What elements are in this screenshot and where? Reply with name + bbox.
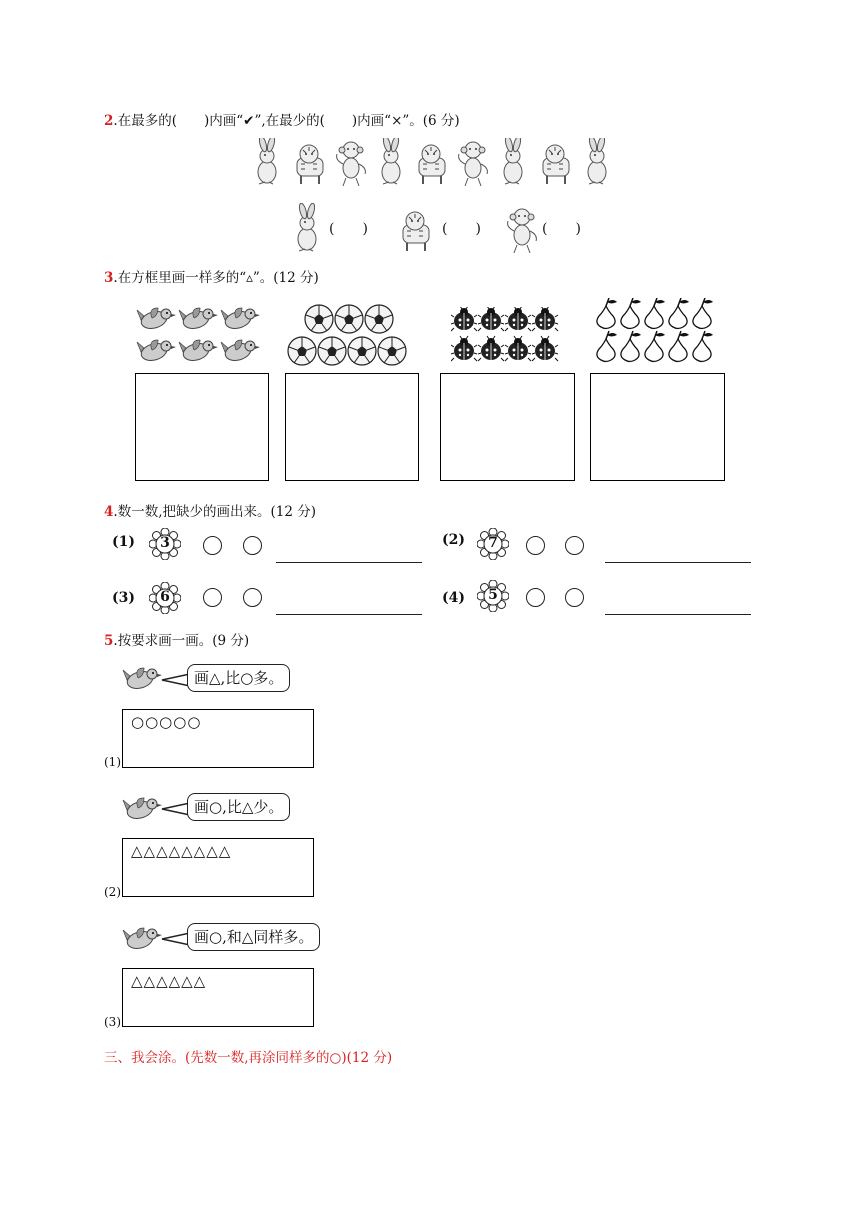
- q4-item1-label: (1): [112, 534, 135, 550]
- q3-answer-box-ladybugs[interactable]: [440, 373, 575, 481]
- q3-pears-group: [594, 298, 724, 364]
- q2-title: [104, 109, 460, 129]
- q5-part2-label: (2): [104, 885, 121, 899]
- q3-text: .在方框里画一样多的“▵”。(12 分): [113, 270, 319, 286]
- q5-part2-box-content: △△△△△△△△: [131, 842, 232, 860]
- q5-part3-box[interactable]: [122, 968, 314, 1027]
- q4-item4-number: 5: [488, 587, 498, 603]
- q4-item2-flower: [477, 528, 509, 560]
- q2-answer-rabbit[interactable]: ( ): [329, 221, 368, 237]
- q4-item4-answer-line[interactable]: [605, 614, 751, 615]
- q4-item1-number: 3: [160, 535, 170, 551]
- tiger-icon: [395, 203, 435, 253]
- q3-birds-group: [136, 304, 261, 368]
- q5-title: [104, 629, 249, 649]
- q4-item4-flower: [477, 580, 509, 612]
- q2-animal-row-svg: [247, 138, 617, 190]
- q2-answer-row: [287, 203, 607, 253]
- bird-icon: [122, 660, 162, 694]
- q2-number: 2: [104, 113, 114, 129]
- q4-item1-circle-1: [203, 536, 222, 555]
- q4-item3-circle-2: [243, 588, 262, 607]
- q4-item3-circle-1: [203, 588, 222, 607]
- q4-item3-label: (3): [112, 590, 135, 606]
- section3-heading: 三、我会涂。(先数一数,再涂同样多的○)(12 分): [104, 1050, 393, 1066]
- q4-item3-answer-line[interactable]: [276, 614, 422, 615]
- q2-text: .在最多的( )内画“✔”,在最少的( )内画“×”。(6 分): [113, 113, 460, 129]
- q2-answer-monkey[interactable]: ( ): [542, 221, 581, 237]
- q2-animal-row: [247, 138, 617, 190]
- q4-item2-answer-line[interactable]: [605, 562, 751, 563]
- q4-item1-answer-line[interactable]: [276, 562, 422, 563]
- q3-answer-box-birds[interactable]: [135, 373, 269, 481]
- rabbit-icon: [287, 203, 327, 253]
- q5-part2-box[interactable]: [122, 838, 314, 897]
- q3-ladybugs-group: [451, 307, 561, 365]
- q4-item3-number: 6: [160, 589, 170, 605]
- q3-answer-box-pears[interactable]: [590, 373, 725, 481]
- speech-tail: [160, 929, 190, 949]
- bird-icon: [122, 920, 162, 954]
- speech-tail: [160, 670, 190, 690]
- q4-item4-circle-2: [565, 588, 584, 607]
- q3-answer-box-balls[interactable]: [285, 373, 419, 481]
- speech-tail: [160, 799, 190, 819]
- q5-part1-speech: 画△,比○多。: [187, 664, 290, 692]
- q3-balls-group: [286, 303, 416, 367]
- monkey-icon: [502, 203, 542, 253]
- q5-part3-label: (3): [104, 1015, 121, 1029]
- q5-part1-box-content: ○○○○○: [131, 713, 202, 731]
- q4-item2-circle-2: [565, 536, 584, 555]
- q4-title: [104, 500, 316, 520]
- q5-part1-label: (1): [104, 755, 121, 769]
- bird-icon: [122, 790, 162, 824]
- q3-number: 3: [104, 270, 114, 286]
- q5-part1-box[interactable]: [122, 709, 314, 768]
- q3-title: [104, 266, 319, 286]
- q5-text: .按要求画一画。(9 分): [113, 633, 250, 649]
- q2-answer-tiger[interactable]: ( ): [442, 221, 481, 237]
- q5-part3-box-content: △△△△△△: [131, 972, 207, 990]
- q4-item2-number: 7: [488, 535, 498, 551]
- q4-number: 4: [104, 504, 114, 520]
- q5-part3-speech: 画○,和△同样多。: [187, 923, 320, 951]
- q4-item3-flower: [149, 582, 181, 614]
- q5-number: 5: [104, 633, 114, 649]
- q4-item2-circle-1: [526, 536, 545, 555]
- q4-item4-circle-1: [526, 588, 545, 607]
- q4-item1-flower: [149, 528, 181, 560]
- q4-item2-label: (2): [442, 532, 465, 548]
- q4-item1-circle-2: [243, 536, 262, 555]
- q4-item4-label: (4): [442, 590, 465, 606]
- q4-text: .数一数,把缺少的画出来。(12 分): [113, 504, 316, 520]
- q5-part2-speech: 画○,比△少。: [187, 793, 290, 821]
